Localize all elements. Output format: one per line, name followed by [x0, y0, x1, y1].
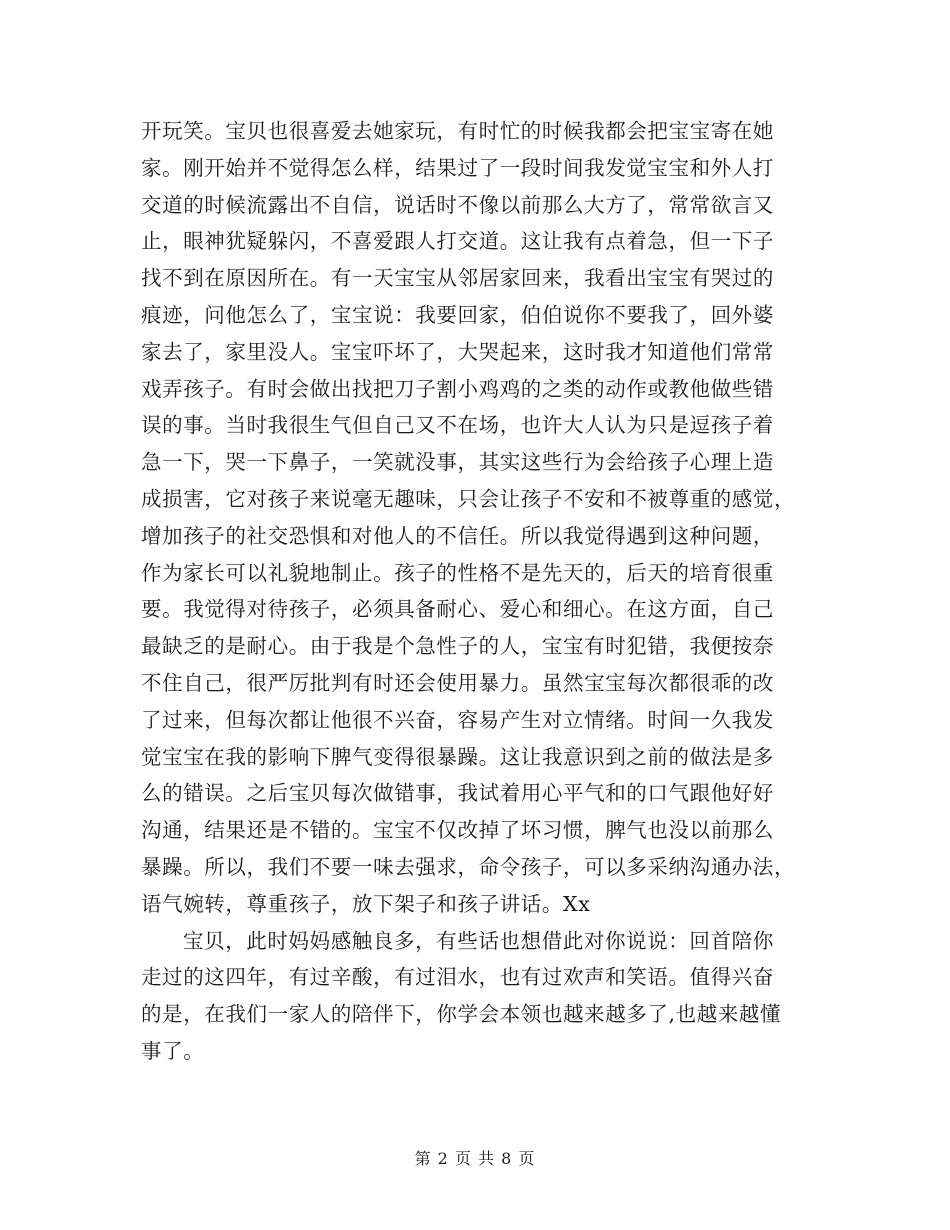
- text-line: 暴躁。所以，我们不要一味去强求，命令孩子，可以多采纳沟通办法，: [141, 854, 796, 879]
- text-line: 语气婉转，尊重孩子，放下架子和孩子讲话。Xx: [141, 891, 591, 916]
- text-line: 误的事。当时我很生气但自己又不在场，也许大人认为只是逗孩子着: [141, 413, 774, 438]
- text-line: 止，眼神犹疑躲闪，不喜爱跟人打交道。这让我有点着急，但一下子: [141, 229, 774, 254]
- text-line: 开玩笑。宝贝也很喜爱去她家玩，有时忙的时候我都会把宝宝寄在她: [141, 119, 774, 143]
- text-line: 不住自己，很严厉批判有时还会使用暴力。虽然宝宝每次都很乖的改: [141, 670, 774, 695]
- page-number-footer: 第 2 页 共 8 页: [414, 1149, 536, 1168]
- text-line: 沟通，结果还是不错的。宝宝不仅改掉了坏习惯，脾气也没以前那么: [141, 818, 774, 843]
- text-line: 痕迹，问他怎么了，宝宝说：我要回家，伯伯说你不要我了，回外婆: [141, 302, 774, 327]
- text-line: 走过的这四年，有过辛酸，有过泪水，也有过欢声和笑语。值得兴奋: [141, 965, 774, 990]
- text-line: 最缺乏的是耐心。由于我是个急性子的人，宝宝有时犯错，我便按奈: [141, 634, 774, 659]
- text-line: 么的错误。之后宝贝每次做错事，我试着用心平气和的口气跟他好好: [141, 781, 774, 806]
- text-line: 增加孩子的社交恐惧和对他人的不信任。所以我觉得遇到这种问题，: [141, 523, 774, 548]
- text-line: 家去了，家里没人。宝宝吓坏了，大哭起来，这时我才知道他们常常: [141, 339, 774, 364]
- text-line: 戏弄孩子。有时会做出找把刀子割小鸡鸡的之类的动作或教他做些错: [141, 376, 774, 401]
- text-line: 家。刚开始并不觉得怎么样，结果过了一段时间我发觉宝宝和外人打: [141, 155, 774, 180]
- text-line: 急一下，哭一下鼻子，一笑就没事，其实这些行为会给孩子心理上造: [141, 450, 774, 475]
- paragraph-start-line: 宝贝，此时妈妈感触良多，有些话也想借此对你说说：回首陪你: [183, 928, 774, 953]
- body-text: [141, 113, 821, 1070]
- text-line: 觉宝宝在我的影响下脾气变得很暴躁。这让我意识到之前的做法是多: [141, 744, 774, 769]
- text-line: 交道的时候流露出不自信，说话时不像以前那么大方了，常常欲言又: [141, 192, 774, 217]
- text-line: 作为家长可以礼貌地制止。孩子的性格不是先天的，后天的培育很重: [141, 560, 774, 585]
- text-line: 的是，在我们一家人的陪伴下，你学会本领也越来越多了,也越来越懂: [141, 1002, 782, 1027]
- text-line: 成损害，它对孩子来说毫无趣味，只会让孩子不安和不被尊重的感觉，: [141, 486, 796, 511]
- text-line: 了过来，但每次都让他很不兴奋，容易产生对立情绪。时间一久我发: [141, 707, 774, 732]
- text-line: 事了。: [141, 1038, 205, 1063]
- text-line: 找不到在原因所在。有一天宝宝从邻居家回来，我看出宝宝有哭过的: [141, 266, 774, 291]
- text-line: 要。我觉得对待孩子，必须具备耐心、爱心和细心。在这方面，自己: [141, 597, 774, 622]
